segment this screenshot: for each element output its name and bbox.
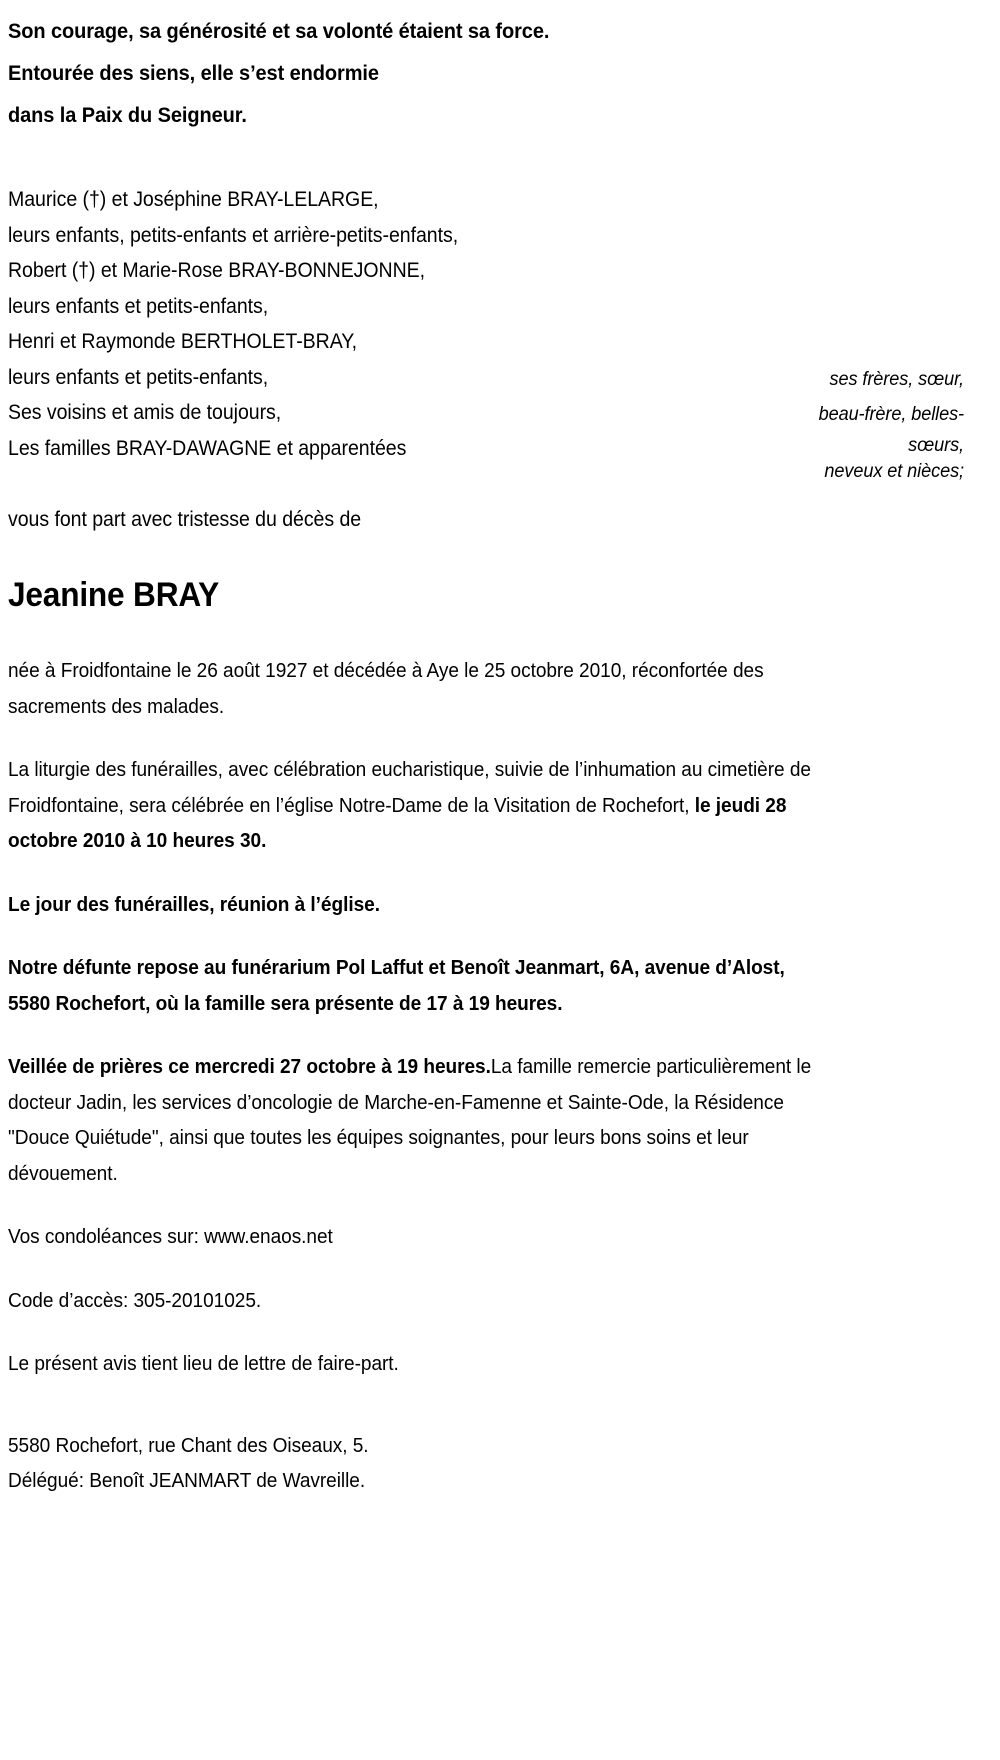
legal-notice-block: [8, 1346, 923, 1382]
spacer-before-vigil: [8, 1021, 992, 1049]
vigil-thanks-text: La famille remercie particulièrement le docteur Jadin, les services d’oncologie de Marche-en-Famenne et Sainte-Ode, la Résidence "Douce Quiétude", ainsi que toutes les équipes soignantes, pour leurs bons soins et leur dévouement.: [8, 1055, 812, 1185]
liturgy-datetime: le jeudi 28 octobre 2010 à 10 heures 30.: [8, 793, 787, 852]
family-line-3: Robert (†) et Marie-Rose BRAY-BONNEJONNE,: [8, 259, 426, 282]
family-line-4: leurs enfants et petits-enfants,: [8, 294, 269, 318]
liturgy-text: La liturgie des funérailles, avec célébration eucharistique, suivie de l’inhumation au cimetière de Froidfontaine, sera célébrée en l’église Notre-Dame de la Visitation de Rochefort,: [8, 758, 811, 817]
epitaph-line-3: dans la Paix du Seigneur.: [8, 103, 247, 127]
relatives-line-2: beau-frère, belles-: [818, 403, 964, 425]
spacer-before-liturgy: [8, 724, 992, 752]
announcement-line: vous font part avec tristesse du décès de: [8, 508, 362, 531]
spacer-after-name: [8, 617, 992, 653]
epitaph-line-1: Son courage, sa générosité et sa volonté étaient sa force.: [8, 19, 550, 43]
spacer-before-reunion: [8, 859, 992, 887]
neighbors-line-1: Ses voisins et amis de toujours,: [8, 401, 282, 424]
birth-death-paragraph: née à Froidfontaine le 26 août 1927 et décédée à Aye le 25 octobre 2010, réconfortée des sacrements des malades.: [8, 659, 764, 718]
family-line-6: leurs enfants et petits-enfants,: [8, 365, 269, 389]
access-code-line: Code d’accès: 305-20101025.: [8, 1288, 262, 1312]
funerarium-paragraph: [8, 950, 830, 1021]
footer-delegate-line: Délégué: Benoît JEANMART de Wavreille.: [8, 1469, 366, 1492]
spacer-closing-2: [8, 1318, 992, 1346]
family-line-5: Henri et Raymonde BERTHOLET-BRAY,: [8, 330, 358, 353]
family-line-2: leurs enfants, petits-enfants et arrière-petits-enfants,: [8, 223, 459, 247]
closing-block: [8, 1219, 923, 1255]
footer-address-line: 5580 Rochefort, rue Chant des Oiseaux, 5.: [8, 1433, 369, 1457]
epitaph-line-2: Entourée des siens, elle s’est endormie: [8, 61, 379, 85]
spacer-closing-1: [8, 1255, 992, 1283]
deceased-name: Jeanine BRAY: [8, 576, 220, 614]
funerarium-text: Notre défunte repose au funérarium Pol Laffut et Benoît Jeanmart, 6A, avenue d’Alost, 5580 Rochefort, où la famille sera présente de 17 à 19 heures.: [8, 956, 785, 1015]
reunion-text: Le jour des funérailles, réunion à l’église.: [8, 892, 380, 916]
legal-notice-line: Le présent avis tient lieu de lettre de faire-part.: [8, 1352, 399, 1375]
condolences-line: Vos condoléances sur: www.enaos.net: [8, 1225, 333, 1248]
vigil-datetime: Veillée de prières ce mercredi 27 octobre à 19 heures.: [8, 1055, 491, 1078]
neighbors-block: [8, 395, 923, 466]
spacer-before-closing: [8, 1191, 992, 1219]
vigil-paragraph: [8, 1049, 830, 1191]
spacer-before-footer: [8, 1382, 992, 1428]
spacer-before-name: [8, 537, 992, 573]
family-line-1: Maurice (†) et Joséphine BRAY-LELARGE,: [8, 188, 379, 211]
relatives-line-1: ses frères, sœur,: [829, 368, 964, 390]
liturgy-paragraph: [8, 752, 830, 859]
neighbors-line-2: Les familles BRAY-DAWAGNE et apparentées: [8, 436, 407, 460]
footer-block: [8, 1428, 923, 1499]
relatives-line-3: sœurs,: [908, 434, 964, 456]
relatives-line-4: neveux et nièces;: [824, 460, 964, 482]
reunion-paragraph: [8, 887, 830, 923]
access-code-block: [8, 1283, 923, 1319]
spacer-after-epitaph: [8, 136, 992, 182]
spacer-before-funerarium: [8, 922, 992, 950]
epitaph-block: [8, 0, 923, 136]
